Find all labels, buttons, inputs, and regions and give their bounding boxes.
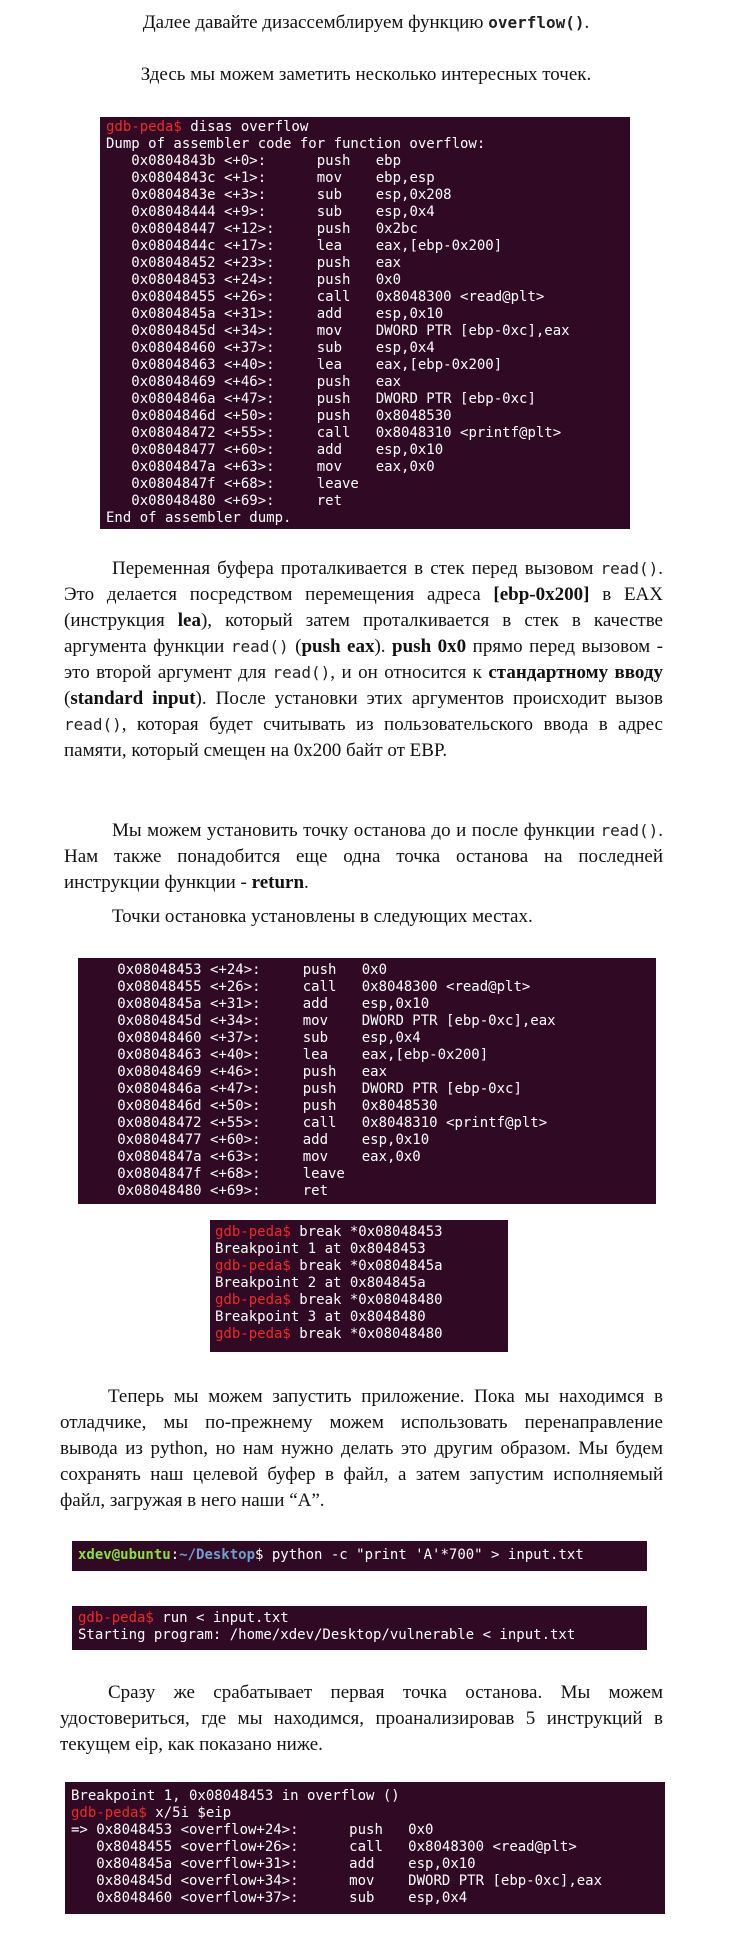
asm-address: 0x08048477 <+60>: [106,442,317,458]
asm-opcode: mov [302,1013,362,1029]
terminal-prompt-line [106,119,624,136]
shell-command-line [78,1547,641,1564]
bold-push-eax: push eax [301,636,375,657]
asm-line [71,1856,659,1873]
asm-address: 0x08048453 <+24>: [106,272,317,288]
inline-code-read: read() [272,663,331,682]
asm-line [106,289,624,306]
asm-opcode: lea [316,238,376,254]
asm-opcode: add [316,306,376,322]
paragraph-run-app [60,1384,663,1514]
asm-line [92,1132,642,1149]
asm-opcode: push [302,1098,362,1114]
text-segment: прямо перед вызовом - это второй аргумент для [64,636,663,683]
asm-line [92,1030,642,1047]
asm-line [92,979,642,996]
asm-operand: esp,0x4 [375,340,435,356]
asm-address: 0x8048455 <overflow+26>: [71,1839,350,1855]
asm-address: 0x08048455 <+26>: [106,289,317,305]
asm-operand: esp,0x10 [361,1132,430,1148]
asm-operand: DWORD PTR [ebp-0xc],eax [408,1873,603,1889]
asm-address: 0x08048452 <+23>: [106,255,317,271]
asm-operand: eax,0x0 [375,459,435,475]
asm-opcode: sub [316,340,376,356]
asm-opcode: mov [316,459,376,475]
asm-line [92,1183,642,1200]
function-name-code: overflow() [488,13,585,32]
asm-opcode: add [302,996,362,1012]
paragraph-first-breakpoint [60,1680,663,1758]
asm-line [106,459,624,476]
asm-operand: DWORD PTR [ebp-0xc] [361,1081,522,1097]
asm-address: 0x08048469 <+46>: [106,374,317,390]
asm-line [71,1873,659,1890]
text-segment: Переменная буфера проталкивается в стек перед вызовом [112,558,601,579]
terminal-breakpoints [210,1220,508,1352]
dump-header: Dump of assembler code for function overflow: [106,136,486,152]
gdb-prompt: gdb-peda$ [215,1326,291,1342]
asm-opcode: add [302,1132,362,1148]
asm-opcode: push [316,255,376,271]
asm-operand: eax,[ebp-0x200] [375,238,503,254]
asm-opcode: push [316,408,376,424]
asm-address: 0x0804847a <+63>: [92,1149,303,1165]
asm-address: 0x08048463 <+40>: [106,357,317,373]
asm-line [106,187,624,204]
asm-line [92,1047,642,1064]
asm-operand: esp,0x10 [361,996,430,1012]
asm-address: 0x0804847f <+68>: [106,476,317,492]
gdb-prompt: gdb-peda$ [106,119,182,135]
asm-operand: 0x8048530 [361,1098,438,1114]
asm-operand: eax [375,374,402,390]
asm-line [71,1822,659,1839]
asm-opcode: sub [302,1030,362,1046]
inline-code-read: read() [600,559,659,578]
asm-line [71,1890,659,1907]
gdb-command: disas overflow [181,119,309,135]
run-output: Starting program: /home/xdev/Desktop/vulnerable < input.txt [78,1627,576,1643]
asm-listing-partial [92,962,642,1200]
asm-opcode: call [316,289,376,305]
asm-address: 0x0804846d <+50>: [106,408,317,424]
shell-separator: : [170,1547,180,1563]
asm-opcode: call [349,1839,409,1855]
break-cmd-line [215,1326,503,1343]
text-segment: ( [64,688,71,709]
asm-operand: esp,0x4 [361,1030,421,1046]
asm-opcode: mov [349,1873,409,1889]
asm-opcode: sub [316,187,376,203]
text-segment: . Нам также понадобится еще одна точка останова на последней инструкции функции - [64,820,663,893]
text-segment: Теперь мы можем запустить приложение. Пока мы находимся в отладчике, мы по-прежнему можем использовать перенаправление вывода из python, но нам нужно делать это другим образом. Мы будем сохранять наш целевой буфер в файл, а затем запустим исполняемый файл, загружая в него наши “A”. [60,1386,663,1511]
text-segment: , которая будет считывать из пользовательского ввода в адрес памяти, который смещен на 0x200 байт от EBP. [64,714,663,761]
asm-line [92,1064,642,1081]
asm-operand: 0x8048300 <read@plt> [361,979,531,995]
intro-period: . [584,12,590,33]
asm-address: 0x08048480 <+69>: [92,1183,303,1199]
break-cmd-line [215,1258,503,1275]
asm-opcode: sub [349,1890,409,1906]
terminal-breakpoint-hit [65,1782,665,1914]
shell-path: ~/Desktop [179,1547,256,1563]
asm-opcode: push [316,272,376,288]
asm-line [106,340,624,357]
asm-line [106,391,624,408]
break-output: Breakpoint 1 at 0x8048453 [215,1241,426,1257]
gdb-prompt: gdb-peda$ [78,1610,154,1626]
asm-opcode: add [349,1856,409,1872]
intro-text: Далее давайте дизассемблируем функцию [142,12,489,33]
bold-push-0x0: push 0x0 [392,636,467,657]
asm-line [106,272,624,289]
gdb-prompt: gdb-peda$ [215,1224,291,1240]
asm-operand: DWORD PTR [ebp-0xc] [375,391,536,407]
asm-listing [106,153,624,510]
asm-opcode: push [302,1064,362,1080]
asm-address: 0x08048444 <+9>: [106,204,317,220]
asm-line [92,1149,642,1166]
break-cmd-line [215,1224,503,1241]
asm-line [92,996,642,1013]
asm-line [92,1098,642,1115]
gdb-prompt: gdb-peda$ [215,1292,291,1308]
shell-dollar: $ [255,1547,264,1563]
bp-command-line [71,1805,659,1822]
gdb-prompt: gdb-peda$ [71,1805,147,1821]
asm-address: 0x0804846d <+50>: [92,1098,303,1114]
asm-operand: eax [361,1064,388,1080]
asm-operand: 0x8048310 <printf@plt> [375,425,562,441]
text-segment: в EAX (инструкция [64,584,663,631]
asm-address: 0x0804847f <+68>: [92,1166,303,1182]
asm-line [92,1081,642,1098]
asm-address: 0x804845a <overflow+31>: [71,1856,350,1872]
inline-code-read: read() [600,821,659,840]
asm-operand: 0x8048530 [375,408,452,424]
break-output: Breakpoint 2 at 0x804845a [215,1275,426,1291]
paragraph-breakpoints-set: Точки остановка установлены в следующих местах. [112,906,533,927]
asm-operand: 0x8048300 <read@plt> [375,289,545,305]
asm-address: 0x0804845d <+34>: [106,323,317,339]
asm-line [106,255,624,272]
asm-line [106,374,624,391]
break-cmd-line [215,1292,503,1309]
asm-operand: eax,0x0 [361,1149,421,1165]
asm-address: => 0x8048453 <overflow+24>: [71,1822,350,1838]
asm-address: 0x08048460 <+37>: [106,340,317,356]
asm-operand: eax,[ebp-0x200] [361,1047,489,1063]
asm-address: 0x0804844c <+17>: [106,238,317,254]
asm-operand: ebp [375,153,402,169]
asm-address: 0x08048455 <+26>: [92,979,303,995]
asm-operand: DWORD PTR [ebp-0xc],eax [361,1013,556,1029]
asm-address: 0x0804846a <+47>: [92,1081,303,1097]
asm-operand: DWORD PTR [ebp-0xc],eax [375,323,570,339]
asm-operand: eax [375,255,402,271]
asm-line [92,1013,642,1030]
asm-address: 0x08048472 <+55>: [92,1115,303,1131]
inline-code-read: read() [64,715,122,734]
asm-line [106,493,624,510]
asm-address: 0x0804845a <+31>: [92,996,303,1012]
asm-operand: 0x0 [361,962,388,978]
asm-operand: esp,0x208 [375,187,452,203]
asm-address: 0x08048463 <+40>: [92,1047,303,1063]
gdb-command: break *0x08048453 [290,1224,443,1240]
asm-opcode: call [316,425,376,441]
asm-opcode: add [316,442,376,458]
asm-opcode: push [302,1081,362,1097]
asm-line [106,153,624,170]
shell-user: xdev@ubuntu [78,1547,171,1563]
gdb-prompt: gdb-peda$ [215,1258,291,1274]
text-segment: ( [288,636,302,657]
text-segment: . Это делается посредством перемещения адреса [64,558,663,605]
asm-line [106,408,624,425]
asm-opcode: lea [316,357,376,373]
asm-address: 0x8048460 <overflow+37>: [71,1890,350,1906]
asm-line [106,170,624,187]
asm-operand: 0x2bc [375,221,418,237]
dump-footer: End of assembler dump. [106,510,292,526]
asm-operand: eax,[ebp-0x200] [375,357,503,373]
asm-address: 0x0804845a <+31>: [106,306,317,322]
asm-address: 0x08048472 <+55>: [106,425,317,441]
asm-opcode: push [302,962,362,978]
terminal-disassembly [100,117,630,529]
asm-listing-eip [71,1822,659,1907]
asm-line [92,962,642,979]
asm-address: 0x08048480 <+69>: [106,493,317,509]
run-command-line [78,1610,641,1627]
asm-opcode: push [316,221,376,237]
asm-line [106,442,624,459]
bold-lea: lea [177,610,201,631]
terminal-run [72,1606,647,1650]
paragraph-buffer-push [64,556,663,764]
asm-opcode: push [316,153,376,169]
gdb-command: break *0x0804845a [290,1258,443,1274]
asm-address: 0x0804843e <+3>: [106,187,317,203]
asm-opcode: push [316,391,376,407]
asm-line [106,204,624,221]
asm-operand: esp,0x10 [408,1856,476,1872]
text-segment: , и он относится к [330,662,489,683]
asm-opcode: leave [316,476,376,492]
gdb-command: run < input.txt [153,1610,289,1626]
text-segment: . [304,872,309,893]
asm-address: 0x08048453 <+24>: [92,962,303,978]
asm-address: 0x08048477 <+60>: [92,1132,303,1148]
text-segment: Мы можем установить точку останова до и после функции [112,820,601,841]
asm-address: 0x08048460 <+37>: [92,1030,303,1046]
asm-line [106,238,624,255]
asm-operand: esp,0x4 [375,204,435,220]
asm-opcode: leave [302,1166,362,1182]
bold-standard-input-ru: стандартному вводу [488,662,663,683]
intro-paragraph-1 [60,10,672,36]
asm-line [106,221,624,238]
breakpoint-hit-line: Breakpoint 1, 0x08048453 in overflow () [71,1788,400,1804]
paragraph-breakpoints-plan [64,818,663,896]
asm-line [106,306,624,323]
asm-operand: esp,0x10 [375,442,444,458]
asm-address: 0x08048469 <+46>: [92,1064,303,1080]
asm-operand: 0x8048300 <read@plt> [408,1839,577,1855]
asm-address: 0x0804847a <+63>: [106,459,317,475]
asm-opcode: push [349,1822,409,1838]
asm-line [106,323,624,340]
asm-address: 0x0804845d <+34>: [92,1013,303,1029]
asm-line [92,1166,642,1183]
asm-line [71,1839,659,1856]
asm-operand: 0x0 [408,1822,434,1838]
asm-address: 0x0804843b <+0>: [106,153,317,169]
asm-opcode: mov [316,170,376,186]
break-output: Breakpoint 3 at 0x8048480 [215,1309,426,1325]
asm-address: 0x08048447 <+12>: [106,221,317,237]
asm-opcode: lea [302,1047,362,1063]
text-segment: ). После установки этих аргументов происходит вызов [195,688,664,709]
intro-paragraph-2: Здесь мы можем заметить несколько интересных точек. [140,64,592,85]
asm-operand: 0x8048310 <printf@plt> [361,1115,548,1131]
asm-opcode: ret [316,493,376,509]
asm-opcode: mov [316,323,376,339]
asm-address: 0x0804846a <+47>: [106,391,317,407]
shell-command: python -c "print 'A'*700" > input.txt [263,1547,584,1563]
text-segment: Сразу же срабатывает первая точка останова. Мы можем удостовериться, где мы находимся, проанализировав 5 инструкций в текущем eip, как показано ниже. [60,1682,663,1755]
asm-operand: 0x0 [375,272,402,288]
terminal-disassembly-partial [78,958,656,1204]
asm-opcode: push [316,374,376,390]
text-segment: ), который затем проталкивается в стек в качестве аргумента функции [64,610,663,657]
bold-standard-input-en: standard input [70,688,196,709]
asm-line [92,1115,642,1132]
asm-line [106,425,624,442]
asm-opcode: call [302,1115,362,1131]
inline-code-read: read() [230,637,289,656]
gdb-command: break *0x08048480 [290,1292,443,1308]
asm-opcode: sub [316,204,376,220]
gdb-command: x/5i $eip [146,1805,232,1821]
asm-line [106,476,624,493]
bold-return: return [251,872,305,893]
asm-operand: esp,0x4 [408,1890,468,1906]
gdb-command: break *0x08048480 [290,1326,443,1342]
asm-opcode: call [302,979,362,995]
asm-operand: esp,0x10 [375,306,444,322]
bold-ebp-offset: [ebp-0x200] [493,584,590,605]
asm-line [106,357,624,374]
asm-address: 0x0804843c <+1>: [106,170,317,186]
asm-opcode: mov [302,1149,362,1165]
asm-operand: ebp,esp [375,170,435,186]
asm-address: 0x804845d <overflow+34>: [71,1873,350,1889]
text-segment: ). [374,636,393,657]
terminal-shell [72,1541,647,1571]
asm-opcode: ret [302,1183,362,1199]
